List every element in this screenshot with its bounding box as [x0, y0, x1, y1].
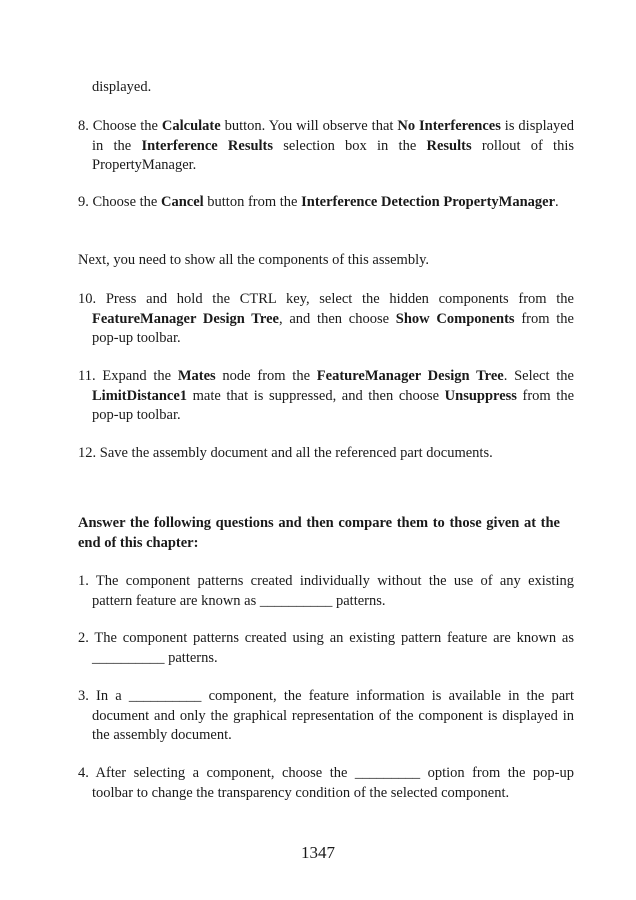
questions-heading: Answer the following questions and then compare them to those given at the end of this chapter: [78, 515, 560, 551]
question-2: 2. The component patterns created using an existing pattern feature are known as __________ patterns. [78, 630, 574, 666]
next-instruction: Next, you need to show all the components of this assembly. [78, 252, 430, 268]
question-4: 4. After selecting a component, choose the _________ option from the pop-up toolbar to change the transparency condition of the selected component. [78, 765, 574, 801]
step-9: 9. Choose the Cancel button from the Interference Detection PropertyManager. [78, 194, 559, 210]
step-12: 12. Save the assembly document and all the referenced part documents. [78, 445, 493, 461]
question-3: 3. In a __________ component, the feature information is available in the part document and only the graphical representation of the component is displayed in the assembly document. [78, 688, 574, 743]
step-8: 8. Choose the Calculate button. You will observe that No Interferences is displayed in the Interference Results selection box in the Results rollout of this PropertyManager. [78, 118, 574, 173]
continued-text: displayed. [92, 79, 152, 95]
page-number: 1347 [301, 843, 335, 862]
step-10: 10. Press and hold the CTRL key, select the hidden components from the FeatureManager Design Tree, and then choose Show Components from the pop-up toolbar. [78, 291, 574, 346]
step-11: 11. Expand the Mates node from the FeatureManager Design Tree. Select the LimitDistance1 mate that is suppressed, and then choose Unsuppress from the pop-up toolbar. [78, 368, 575, 423]
question-1: 1. The component patterns created individually without the use of any existing pattern feature are known as __________ patterns. [78, 573, 574, 609]
